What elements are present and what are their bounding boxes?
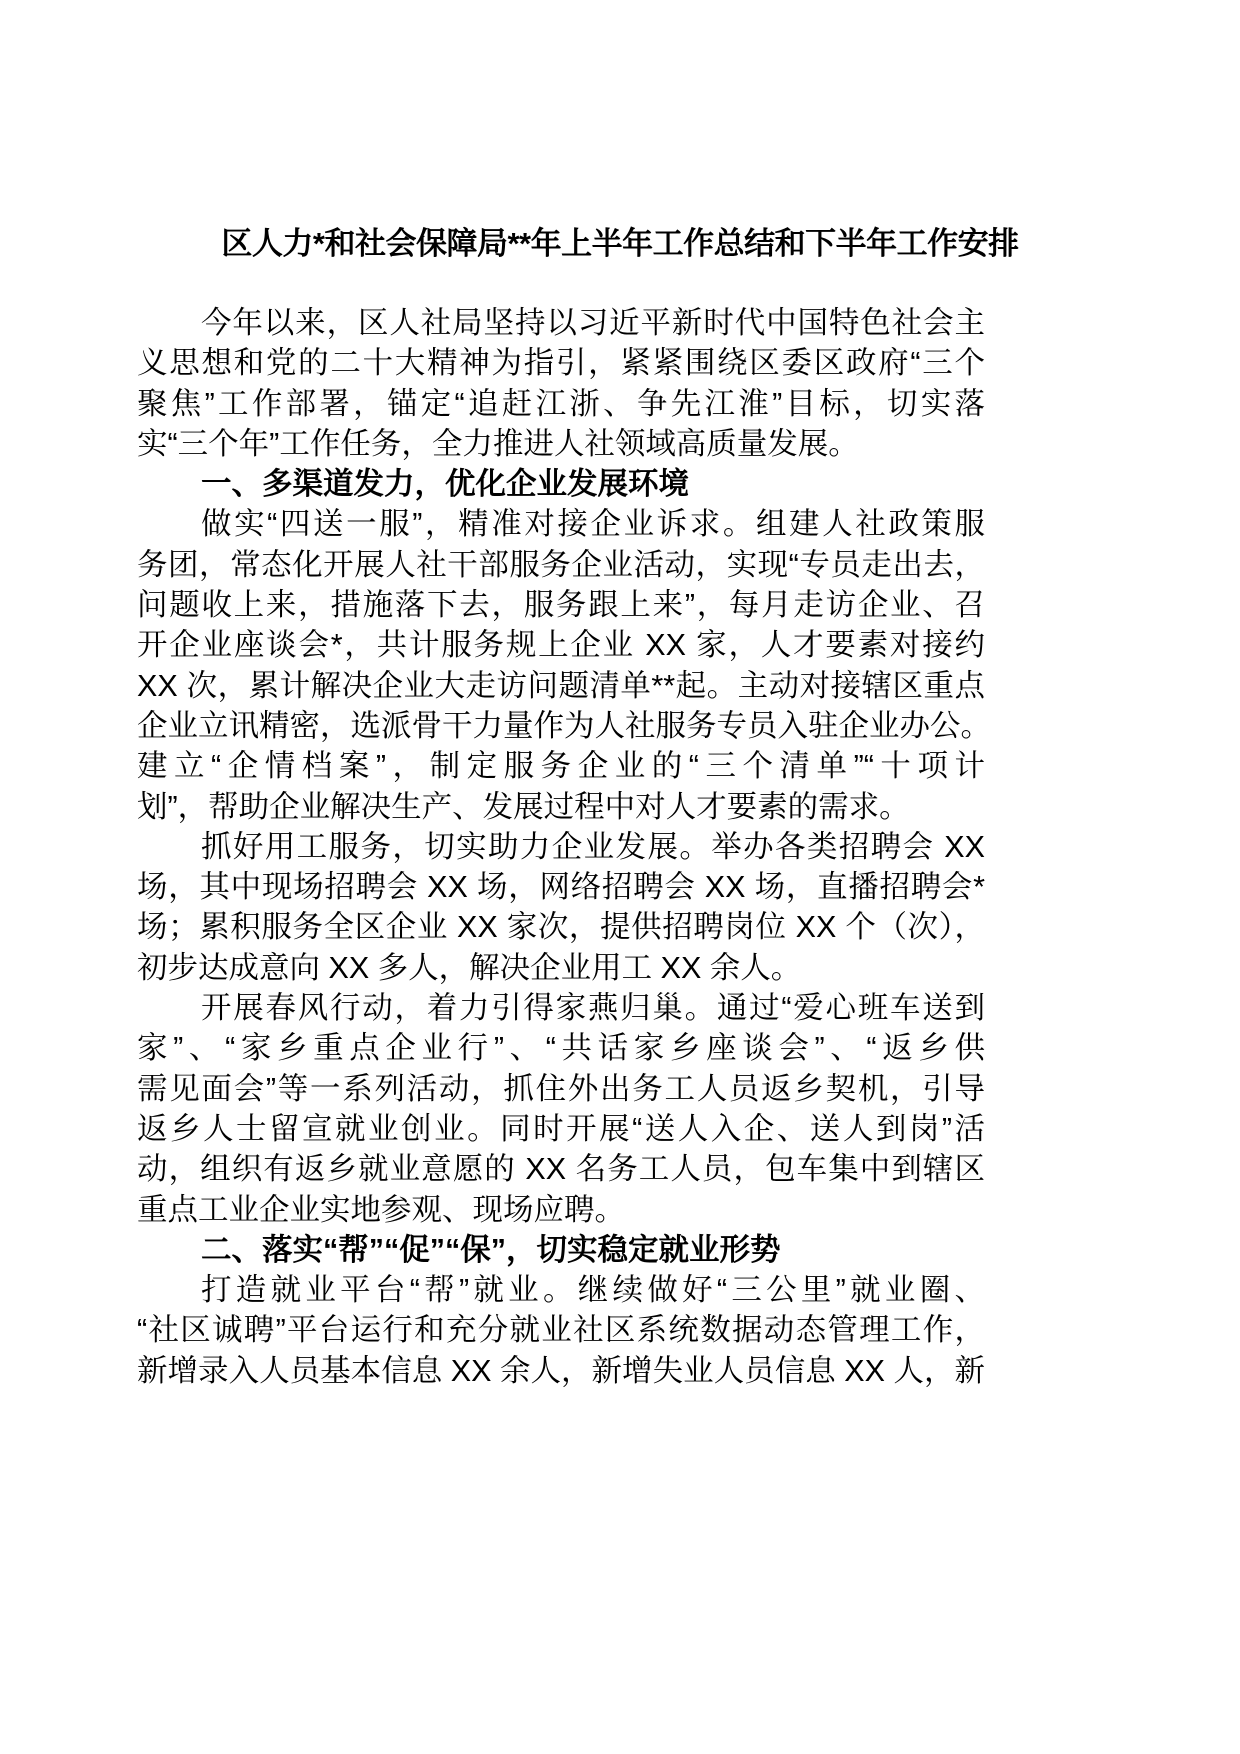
- paragraph-line: 打造就业平台“帮”就业。继续做好“三公里”就业圈、: [201, 1273, 985, 1308]
- paragraph-line: 划”，帮助企业解决生产、发展过程中对人才要素的需求。: [137, 789, 910, 824]
- paragraph-line: 动，组织有返乡就业意愿的 XX 名务工人员，包车集中到辖区: [137, 1152, 985, 1187]
- paragraph-line: XX 次，累计解决企业大走访问题清单**起。主动对接辖区重点: [137, 668, 985, 703]
- section-heading: [137, 1230, 985, 1270]
- paragraph: [137, 988, 985, 1230]
- paragraph-line: 家”、“家乡重点企业行”、“共话家乡座谈会”、“返乡供: [137, 1031, 985, 1066]
- paragraph-line: 建立“企情档案”，制定服务企业的“三个清单”“十项计: [137, 749, 985, 784]
- document-body: [137, 303, 991, 1391]
- paragraph: [137, 827, 985, 988]
- paragraph-line: 企业立讯精密，选派骨干力量作为人社服务专员入驻企业办公。: [137, 708, 991, 743]
- paragraph-line: 实“三个年”工作任务，全力推进人社领域高质量发展。: [137, 426, 859, 461]
- paragraph-line: 今年以来，区人社局坚持以习近平新时代中国特色社会主: [201, 306, 985, 340]
- paragraph-line: 问题收上来，措施落下去，服务跟上来”，每月走访企业、召: [137, 588, 985, 623]
- paragraph-line: 抓好用工服务，切实助力企业发展。举办各类招聘会 XX: [201, 829, 985, 864]
- paragraph-line: 务团，常态化开展人社干部服务企业活动，实现“专员走出去，: [137, 547, 985, 582]
- paragraph-line: 场；累积服务全区企业 XX 家次，提供招聘岗位 XX 个（次），: [137, 910, 985, 945]
- paragraph-line: 做实“四送一服”，精准对接企业诉求。组建人社政策服: [201, 507, 985, 542]
- paragraph-line: 聚焦”工作部署，锚定“追赶江浙、争先江淮”目标，切实落: [137, 386, 985, 421]
- paragraph: [137, 504, 991, 826]
- section-heading: [137, 464, 985, 504]
- paragraph-line: 开展春风行动，着力引得家燕归巢。通过“爱心班车送到: [201, 991, 985, 1026]
- paragraph-line: 开企业座谈会*，共计服务规上企业 XX 家，人才要素对接约: [137, 628, 985, 663]
- paragraph-line: 需见面会”等一系列活动，抓住外出务工人员返乡契机，引导: [137, 1071, 985, 1106]
- paragraph-line: 新增录入人员基本信息 XX 余人，新增失业人员信息 XX 人，新: [137, 1353, 985, 1388]
- paragraph: [137, 1270, 985, 1391]
- document-title: 区人力*和社会保障局**年上半年工作总结和下半年工作安排: [221, 226, 1019, 261]
- paragraph-line: 场，其中现场招聘会 XX 场，网络招聘会 XX 场，直播招聘会*: [137, 870, 985, 905]
- heading-text: 一、多渠道发力，优化企业发展环境: [201, 467, 689, 502]
- paragraph-line: 返乡人士留宣就业创业。同时开展“送人入企、送人到岗”活: [137, 1111, 985, 1146]
- paragraph-line: “社区诚聘”平台运行和充分就业社区系统数据动态管理工作，: [137, 1313, 985, 1348]
- paragraph: [137, 303, 985, 464]
- heading-text: 二、落实“帮”“促”“保”，切实稳定就业形势: [201, 1232, 781, 1267]
- paragraph-line: 义思想和党的二十大精神为指引，紧紧围绕区委区政府“三个: [137, 346, 985, 381]
- paragraph-line: 初步达成意向 XX 多人，解决企业用工 XX 余人。: [137, 950, 802, 985]
- paragraph-line: 重点工业企业实地参观、现场应聘。: [137, 1192, 625, 1227]
